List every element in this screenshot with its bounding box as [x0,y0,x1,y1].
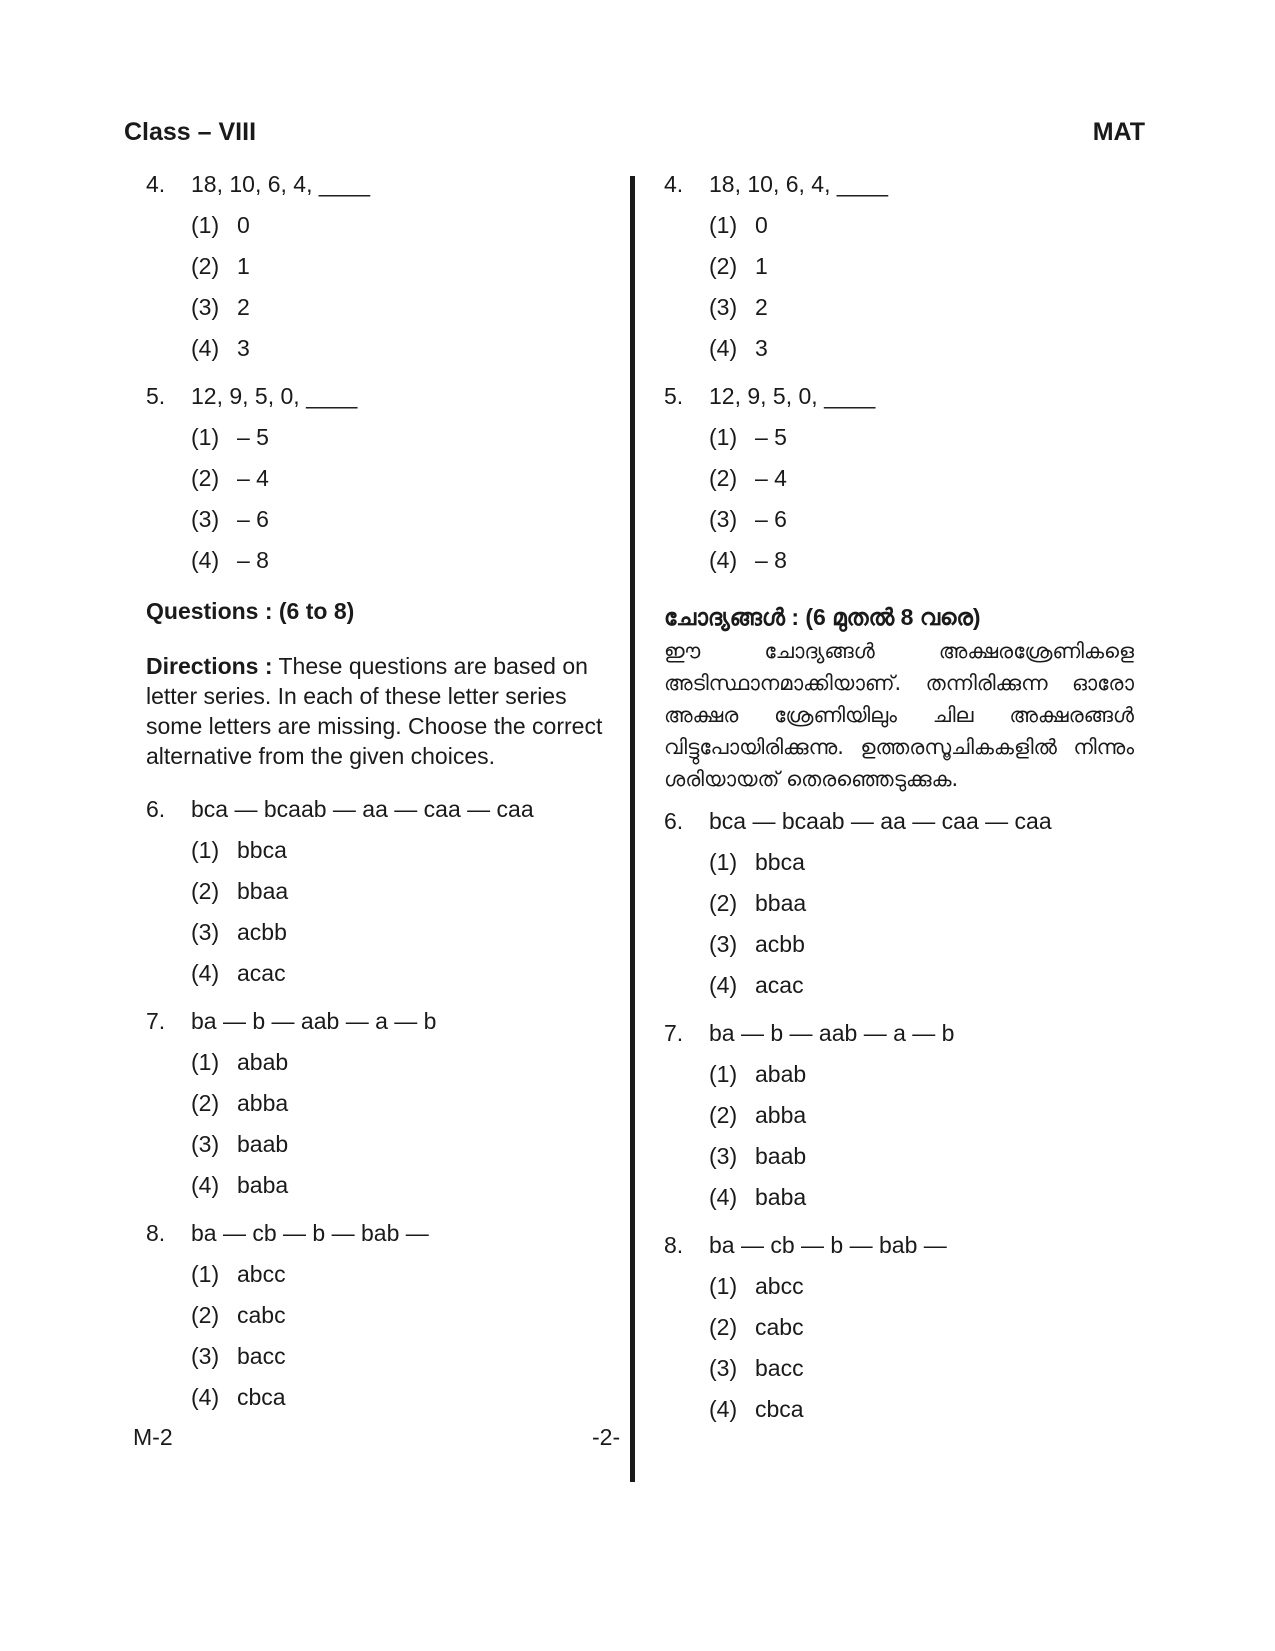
question-5 [664,382,1134,574]
option-text: – 6 [237,506,269,532]
option-3 [709,505,1134,533]
malayalam-column [664,170,1134,1443]
option-4 [191,334,616,362]
question-row [146,795,616,823]
question-row [664,807,1134,835]
option-1 [709,423,1134,451]
option-number: (3) [709,1143,738,1169]
option-number: (1) [191,1261,220,1287]
header-class-label: Class – VIII [124,118,257,146]
option-text: baba [755,1184,807,1210]
option-text: baab [237,1131,289,1157]
option-number: (1) [191,1049,220,1075]
option-text: 3 [755,335,768,361]
question-number: 5. [664,383,684,409]
option-1 [709,1272,1134,1300]
option-2 [191,464,616,492]
footer-page-number: -2- [592,1424,621,1450]
option-2 [709,1101,1134,1129]
option-number: (1) [191,424,220,450]
option-number: (4) [709,1396,738,1422]
question-row [664,1019,1134,1047]
option-text: cabc [755,1314,804,1340]
option-text: 2 [237,294,250,320]
question-6 [146,795,616,987]
option-number: (4) [191,335,220,361]
option-number: (2) [709,890,738,916]
option-number: (2) [191,465,220,491]
option-text: 0 [237,212,250,238]
option-2 [709,1313,1134,1341]
question-text: ba — cb — b — bab — [709,1232,947,1258]
english-column [146,170,616,1431]
question-text: bca — bcaab — aa — caa — caa [709,808,1052,834]
question-text: 18, 10, 6, 4, ____ [709,171,889,197]
question-number: 4. [664,171,684,197]
option-number: (3) [191,294,220,320]
option-text: – 6 [755,506,787,532]
question-8 [664,1231,1134,1423]
option-2 [191,1301,616,1329]
option-number: (3) [709,931,738,957]
option-2 [191,877,616,905]
directions-label: Directions : [146,653,273,679]
question-row [146,382,616,410]
option-text: 2 [755,294,768,320]
option-3 [191,918,616,946]
question-number: 8. [664,1232,684,1258]
option-text: acac [237,960,286,986]
option-number: (1) [709,1061,738,1087]
option-1 [709,848,1134,876]
option-2 [191,252,616,280]
option-3 [191,505,616,533]
option-1 [191,423,616,451]
option-text: – 5 [237,424,269,450]
option-number: (3) [709,506,738,532]
option-number: (4) [709,1184,738,1210]
question-7 [146,1007,616,1199]
option-number: (4) [191,1172,220,1198]
question-text: 18, 10, 6, 4, ____ [191,171,371,197]
option-3 [191,293,616,321]
option-1 [709,1060,1134,1088]
option-number: (1) [191,837,220,863]
section-title: ചോദ്യങ്ങൾ : (6 മുതൽ 8 വരെ) [664,604,981,630]
option-number: (4) [191,960,220,986]
question-row [146,170,616,198]
option-1 [191,836,616,864]
option-number: (2) [191,1090,220,1116]
option-text: bbaa [237,878,289,904]
option-text: – 8 [237,547,269,573]
option-text: – 4 [237,465,269,491]
question-text: 12, 9, 5, 0, ____ [709,383,876,409]
option-number: (4) [191,1384,220,1410]
question-number: 6. [146,796,166,822]
question-4 [146,170,616,362]
option-3 [709,293,1134,321]
option-number: (3) [191,506,220,532]
question-text: 12, 9, 5, 0, ____ [191,383,358,409]
option-text: abba [237,1090,289,1116]
question-number: 4. [146,171,166,197]
option-text: abcc [237,1261,286,1287]
option-4 [191,546,616,574]
option-number: (1) [709,1273,738,1299]
option-text: bbca [755,849,805,875]
option-text: baba [237,1172,289,1198]
question-row [664,170,1134,198]
option-4 [709,546,1134,574]
question-text: ba — b — aab — a — b [709,1020,955,1046]
option-4 [191,959,616,987]
option-4 [709,1183,1134,1211]
option-text: – 5 [755,424,787,450]
question-number: 7. [146,1008,166,1034]
option-number: (1) [709,424,738,450]
directions-text: These questions are based on letter series. In each of these letter series some letters are missing. Choose the correct alternative from the given choices. [146,653,603,769]
footer-page-code: M-2 [133,1424,173,1450]
option-3 [709,1354,1134,1382]
option-4 [709,1395,1134,1423]
option-text: 0 [755,212,768,238]
option-4 [709,971,1134,999]
question-7 [664,1019,1134,1211]
option-text: bacc [755,1355,804,1381]
question-text: ba — b — aab — a — b [191,1008,437,1034]
option-4 [191,1383,616,1411]
option-number: (2) [191,878,220,904]
directions [146,651,616,771]
option-text: baab [755,1143,807,1169]
question-8 [146,1219,616,1411]
column-divider [630,176,635,1482]
option-text: abab [755,1061,807,1087]
option-number: (3) [709,294,738,320]
option-number: (1) [709,212,738,238]
question-4 [664,170,1134,362]
option-2 [709,464,1134,492]
option-number: (3) [191,1131,220,1157]
option-3 [191,1342,616,1370]
option-1 [191,1260,616,1288]
option-2 [191,1089,616,1117]
option-number: (4) [191,547,220,573]
option-number: (3) [709,1355,738,1381]
option-number: (4) [709,972,738,998]
option-text: 1 [755,253,768,279]
option-3 [709,930,1134,958]
option-1 [191,1048,616,1076]
option-1 [709,211,1134,239]
option-2 [709,252,1134,280]
option-number: (3) [191,1343,220,1369]
option-number: (2) [709,465,738,491]
question-row [664,382,1134,410]
question-number: 8. [146,1220,166,1246]
question-number: 5. [146,383,166,409]
option-number: (1) [709,849,738,875]
option-number: (1) [191,212,220,238]
option-text: acbb [237,919,287,945]
option-3 [709,1142,1134,1170]
question-text: bca — bcaab — aa — caa — caa [191,796,534,822]
option-text: acbb [755,931,805,957]
option-number: (3) [191,919,220,945]
option-number: (2) [709,1102,738,1128]
question-row [146,1219,616,1247]
option-text: cbca [237,1384,286,1410]
section-title: Questions : (6 to 8) [146,598,355,624]
question-text: ba — cb — b — bab — [191,1220,429,1246]
question-number: 7. [664,1020,684,1046]
option-number: (2) [191,253,220,279]
question-6 [664,807,1134,999]
option-text: 1 [237,253,250,279]
option-number: (2) [709,1314,738,1340]
option-text: cbca [755,1396,804,1422]
option-text: cabc [237,1302,286,1328]
option-1 [191,211,616,239]
option-text: abab [237,1049,289,1075]
option-text: abcc [755,1273,804,1299]
header-subject-label: MAT [1092,118,1145,146]
option-3 [191,1130,616,1158]
question-number: 6. [664,808,684,834]
option-number: (2) [191,1302,220,1328]
option-text: acac [755,972,804,998]
option-4 [191,1171,616,1199]
option-text: – 4 [755,465,787,491]
option-text: abba [755,1102,807,1128]
question-row [664,1231,1134,1259]
option-text: bacc [237,1343,286,1369]
option-2 [709,889,1134,917]
question-5 [146,382,616,574]
question-row [146,1007,616,1035]
option-text: bbaa [755,890,807,916]
option-4 [709,334,1134,362]
option-text: – 8 [755,547,787,573]
option-number: (4) [709,547,738,573]
option-number: (2) [709,253,738,279]
directions-text: ഈ ചോദ്യങ്ങൾ അക്ഷരശ്രേണികളെ അടിസ്ഥാനമാക്കിയാണ്. തന്നിരിക്കുന്ന ഓരോ അക്ഷര ശ്രേണിയിലും ചില അക്ഷരങ്ങൾ വിട്ടുപോയിരിക്കുന്നു. ഉത്തരസൂചികകളിൽ നിന്നും ശരിയായത് തെരഞ്ഞെടുക്കുക. [664,639,1134,791]
option-number: (4) [709,335,738,361]
option-text: 3 [237,335,250,361]
option-text: bbca [237,837,287,863]
